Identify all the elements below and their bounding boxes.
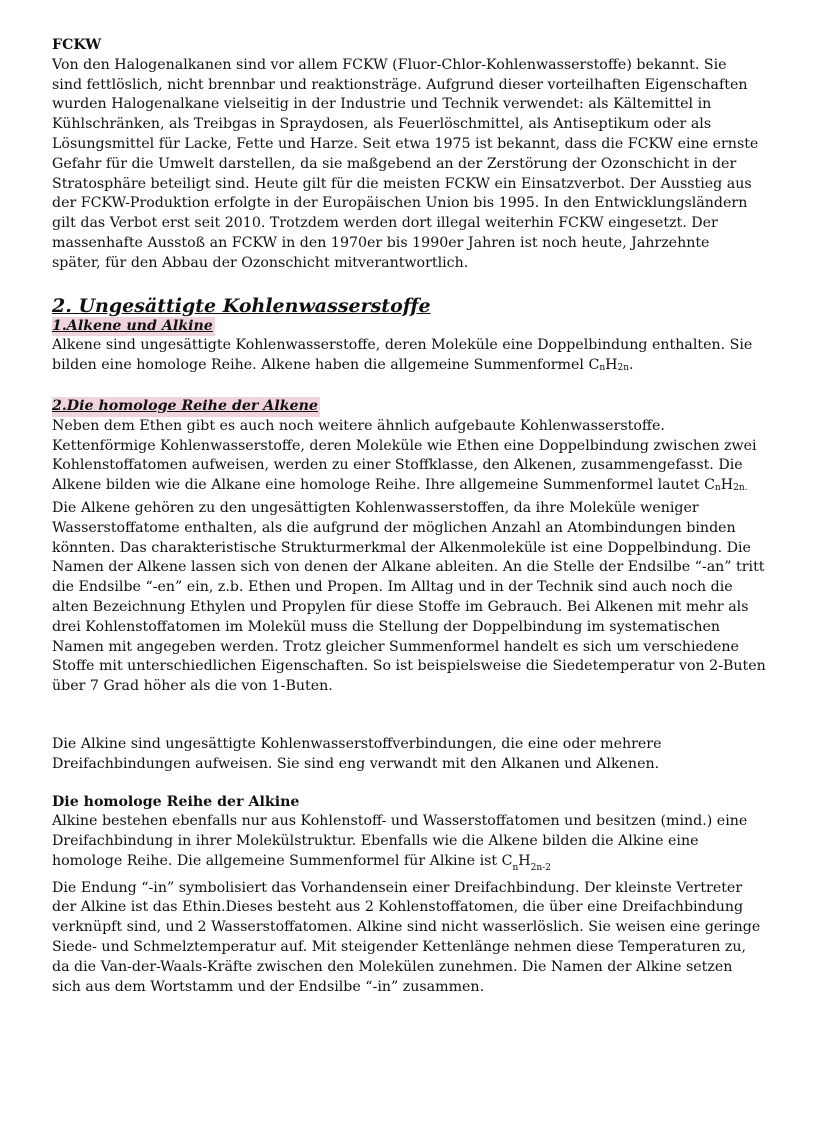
alkine-line: da die Van-der-Waals-Kräfte zwischen den Molekülen zunehmen. Die Namen der Alkine setzen [52,958,733,975]
alkene-line: Namen mit angegeben werden. Trotz gleicher Summenformel handelt es sich um verschiedene [52,638,739,655]
spacer [52,775,782,793]
spacer [52,274,782,295]
alkene-line: über 7 Grad höher als die von 1-Buten. [52,678,333,695]
alkine-line: der Alkine ist das Ethin.Dieses besteht aus 2 Kohlenstoffatomen, die über eine Dreifachbindung [52,899,744,916]
alkene-line: könnten. Das charakteristische Strukturmerkmal der Alkenmoleküle ist eine Doppelbindung. Die [52,539,751,556]
subscript: n [599,363,606,374]
alkene-line: die Endsilbe “-en” ein, z.b. Ethen und Propen. Im Alltag und in der Technik sind auch noch die [52,579,733,596]
fckw-line: Von den Halogenalkanen sind vor allem FCKW (Fluor-Chlor-Kohlenwasserstoffe) bekannt. Sie [52,56,727,73]
text-run: bilden eine homologe Reihe. Alkene haben die allgemeine Summenformel C [52,357,600,374]
fckw-line: gilt das Verbot erst seit 2010. Trotzdem werden dort illegal weiterhin FCKW eingesetzt. Der [52,215,718,232]
fckw-line: Lösungsmittel für Lacke, Fette und Harze. Seit etwa 1975 ist bekannt, dass die FCKW eine ernste [52,135,759,152]
text-run: Alkene bilden wie die Alkane eine homologe Reihe. Ihre allgemeine Summenformel lautet C [52,477,715,494]
alkene-line: drei Kohlenstoffatomen im Molekül muss die Stellung der Doppelbindung im systematischen [52,618,721,635]
section-2 [52,295,782,379]
fckw-line: massenhafte Ausstoß an FCKW in den 1970er bis 1990er Jahren ist noch heute, Jahrzehnte [52,234,710,251]
section-2-formula-line [52,356,782,379]
document-page [52,36,782,997]
text-run: . [629,357,634,374]
subscript: 2n [617,363,630,374]
alkene-line: Neben dem Ethen gibt es auch noch weitere ähnlich aufgebaute Kohlenwasserstoffe. [52,417,665,434]
fckw-heading: FCKW [52,37,102,53]
alkine-line: Alkine bestehen ebenfalls nur aus Kohlenstoff- und Wasserstoffatomen und besitzen (mind.) eine [52,813,748,830]
fckw-line: später, für den Abbau der Ozonschicht mitverantwortlich. [52,254,469,271]
homologe-alkene-heading: 2.Die homologe Reihe der Alkene [52,397,320,417]
alkine-line: verknüpft sind, und 2 Wasserstoffatomen. Alkine sind nicht wasserlöslich. Sie weisen eine geringe [52,919,761,936]
alkine-intro-section [52,735,782,775]
fckw-line: Stratosphäre beteiligt sind. Heute gilt für die meisten FCKW ein Einsatzverbot. Der Ausstieg aus [52,175,752,192]
subscript: n [714,483,721,494]
alkine-intro-line: Die Alkine sind ungesättigte Kohlenwasserstoffverbindungen, die eine oder mehrere [52,735,662,752]
alkine-line: Die Endung “-in” symbolisiert das Vorhandensein einer Dreifachbindung. Der kleinste Vertreter [52,879,743,896]
alkene-line: alten Bezeichnung Ethylen und Propylen für diese Stoffe im Gebrauch. Bei Alkenen mit mehr als [52,598,749,615]
alkene-line: Wasserstoffatome enthalten, als die aufgrund der möglichen Anzahl an Atombindungen binden [52,519,736,536]
fckw-line: Kühlschränken, als Treibgas in Spraydosen, als Feuerlöschmittel, als Antiseptikum oder als [52,116,712,133]
alkene-line: Stoffe mit unterschiedlichen Eigenschaften. So ist beispielsweise die Siedetemperatur von 2-Buten [52,658,766,675]
homologe-alkene-section [52,397,782,697]
fckw-section [52,36,782,274]
alkine-formula-line [52,852,782,879]
section-2-line: Alkene sind ungesättigte Kohlenwasserstoffe, deren Moleküle eine Doppelbindung enthalten. Sie [52,337,753,354]
fckw-line: wurden Halogenalkane vielseitig in der Industrie und Technik verwendet: als Kältemittel in [52,96,712,113]
alkine-intro-line: Dreifachbindungen aufweisen. Sie sind eng verwandt mit den Alkanen und Alkenen. [52,755,660,772]
spacer [52,379,782,397]
text-run: H [720,477,734,494]
alkene-formula-line [52,476,782,499]
alkine-line: sich aus dem Wortstamm und der Endsilbe “-in” zusammen. [52,978,485,995]
fckw-line: Gefahr für die Umwelt darstellen, da sie maßgebend an der Zerstörung der Ozonschicht in der [52,155,737,172]
spacer [52,697,782,735]
alkene-line: Kohlenstoffatomen aufweisen, werden zu einer Stoffklasse, den Alkenen, zusammengefasst. Die [52,457,743,474]
subscript: 2n-2 [530,862,551,873]
homologe-alkine-heading: Die homologe Reihe der Alkine [52,793,300,810]
alkene-alkine-subheading: 1.Alkene und Alkine [52,317,215,337]
fckw-line: sind fettlöslich, nicht brennbar und reaktionsträge. Aufgrund dieser vorteilhaften Eigenschaften [52,76,748,93]
homologe-alkine-section [52,793,782,998]
alkine-line: Dreifachbindung in ihrer Molekülstruktur. Ebenfalls wie die Alkene bilden die Alkine eine [52,833,699,850]
section-2-heading: 2. Ungesättigte Kohlenwasserstoffe [52,294,431,317]
alkene-line: Kettenförmige Kohlenwasserstoffe, deren Moleküle wie Ethen eine Doppelbindung zwischen zwei [52,437,757,454]
alkene-line: Namen der Alkene lassen sich von denen der Alkane ableiten. An die Stelle der Endsilbe “-an” tritt [52,559,765,576]
text-run: H [518,852,531,869]
alkine-line: Siede- und Schmelztemperatur auf. Mit steigender Kettenlänge nehmen diese Temperaturen zu, [52,939,747,956]
subscript: 2n. [733,483,748,494]
fckw-line: der FCKW-Produktion erfolgte in der Europäischen Union bis 1995. In den Entwicklungsländern [52,195,748,212]
alkene-line: Die Alkene gehören zu den ungesättigten Kohlenwasserstoffen, da ihre Moleküle weniger [52,499,699,516]
text-run: H [605,357,618,374]
subscript: n [512,862,519,873]
text-run: homologe Reihe. Die allgemeine Summenformel für Alkine ist C [52,852,513,869]
